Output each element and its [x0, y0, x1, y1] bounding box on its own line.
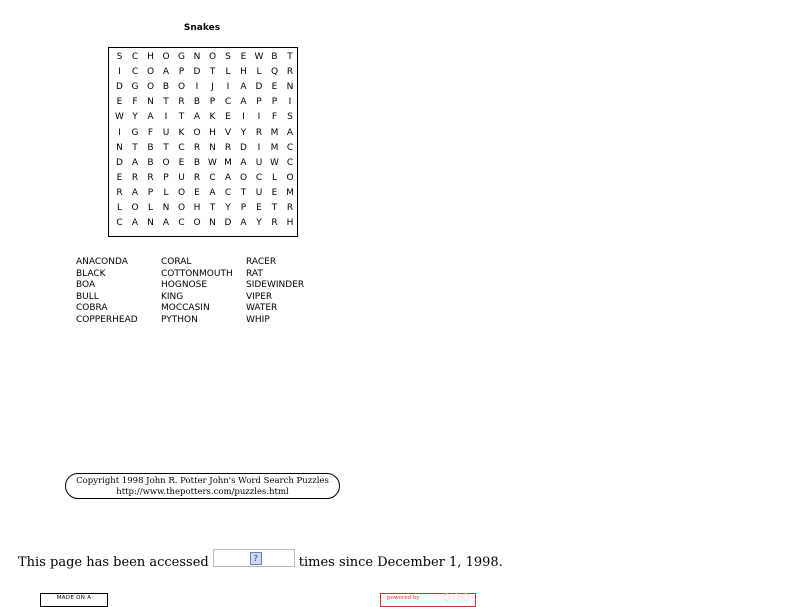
grid-letter: I — [195, 82, 199, 93]
grid-letter: A — [162, 218, 170, 229]
grid-letter: P — [209, 97, 216, 108]
grid-letter: E — [116, 97, 123, 108]
grid-letter: M — [270, 142, 279, 153]
grid-letter: B — [147, 157, 154, 168]
grid-letter: C — [209, 172, 216, 183]
word-list-column-1 — [76, 257, 138, 327]
grid-letter: O — [193, 127, 201, 138]
grid-letter: I — [164, 112, 168, 123]
grid-letter: R — [178, 97, 185, 108]
grid-letter: B — [162, 82, 170, 93]
grid-letter: L — [225, 67, 231, 78]
word-list-column-3 — [246, 257, 304, 327]
grid-letter: P — [240, 203, 247, 213]
grid-letter: G — [131, 82, 139, 93]
grid-letter: N — [147, 218, 154, 229]
grid-letter: M — [270, 127, 279, 138]
puzzles-url-link[interactable]: http://www.thepotters.com/puzzles.html — [116, 487, 289, 497]
grid-letter: R — [193, 172, 201, 183]
grid-letter: C — [178, 142, 185, 153]
grid-letter: I — [257, 142, 261, 153]
made-on-badge[interactable] — [40, 593, 108, 607]
grid-letter: O — [162, 157, 170, 168]
grid-letter: T — [178, 112, 185, 123]
grid-letter: I — [242, 112, 245, 123]
grid-letter: P — [147, 187, 154, 198]
access-counter-line — [18, 553, 503, 571]
word-list-item: WHIP — [246, 314, 270, 325]
grid-letter: U — [162, 127, 170, 138]
grid-letter: N — [193, 52, 201, 62]
grid-letter: R — [147, 172, 154, 183]
grid-letter: P — [271, 97, 278, 108]
grid-letter: N — [209, 218, 216, 229]
grid-letter: D — [255, 82, 263, 93]
grid-letter: H — [286, 218, 294, 229]
grid-letter: A — [240, 82, 247, 93]
grid-letter: C — [224, 97, 232, 108]
grid-letter: H — [240, 67, 247, 78]
grid-letter: A — [286, 127, 294, 138]
grid-letter: G — [178, 52, 185, 62]
grid-letter: U — [255, 187, 263, 198]
word-list-item: COPPERHEAD — [76, 314, 138, 325]
grid-letter: E — [256, 203, 262, 213]
grid-letter: L — [256, 67, 262, 78]
grid-row — [109, 110, 297, 125]
grid-letter: C — [116, 218, 123, 229]
grid-letter: O — [177, 203, 186, 213]
grid-letter: O — [162, 52, 170, 62]
grid-letter: L — [116, 203, 122, 213]
grid-letter: L — [163, 187, 169, 198]
grid-letter: Y — [240, 127, 247, 138]
grid-letter: E — [271, 187, 278, 198]
grid-letter: J — [211, 82, 214, 93]
grid-row — [109, 141, 297, 156]
grid-letter: Y — [225, 203, 231, 213]
grid-letter: P — [163, 172, 169, 183]
grid-letter: S — [116, 52, 123, 62]
grid-letter: O — [177, 82, 186, 93]
grid-letter: W — [270, 157, 279, 168]
grid-letter: T — [163, 142, 169, 153]
powered-by-badge[interactable] — [380, 590, 476, 607]
grid-letter: C — [131, 52, 139, 62]
grid-letter: A — [240, 218, 247, 229]
grid-letter: W — [115, 112, 124, 123]
word-list-item: RACER — [246, 257, 277, 267]
grid-letter: A — [240, 97, 247, 108]
word-list-item: BOA — [76, 280, 96, 291]
grid-letter: E — [225, 112, 231, 123]
grid-letter: K — [209, 112, 216, 123]
word-list-item: SIDEWINDER — [246, 280, 305, 291]
word-list-item: PYTHON — [161, 314, 198, 325]
badge-logo-icon: ◇◇◇ — [442, 590, 471, 603]
access-suffix-text: times since December 1, 1998. — [298, 554, 503, 570]
grid-letter: Y — [256, 218, 262, 229]
grid-letter: T — [209, 67, 216, 78]
grid-letter: R — [131, 172, 139, 183]
grid-letter: B — [193, 97, 201, 108]
grid-letter: O — [193, 218, 201, 229]
grid-letter: O — [146, 82, 155, 93]
grid-letter: R — [286, 67, 294, 78]
grid-letter: M — [286, 187, 294, 198]
grid-letter: T — [132, 142, 138, 153]
grid-letter: S — [287, 112, 293, 123]
grid-letter: H — [209, 127, 216, 138]
copyright-line: Copyright 1998 John R. Potter John's Word Search Puzzles — [76, 476, 329, 486]
grid-letter: A — [131, 218, 139, 229]
grid-letter: R — [255, 127, 263, 138]
grid-letter: O — [177, 187, 186, 198]
grid-letter: A — [240, 157, 247, 168]
grid-letter: I — [288, 97, 292, 108]
grid-letter: R — [193, 142, 201, 153]
grid-letter: F — [271, 112, 278, 123]
grid-letter: I — [118, 127, 121, 138]
grid-letter: A — [193, 112, 201, 123]
grid-letter: L — [147, 203, 153, 213]
grid-letter: O — [131, 203, 139, 213]
grid-letter: B — [193, 157, 201, 168]
powered-by-text: powered by — [387, 595, 420, 601]
grid-letter: I — [226, 82, 230, 93]
grid-letter: C — [286, 157, 294, 168]
grid-letter: F — [147, 127, 154, 138]
grid-letter: I — [118, 67, 121, 78]
word-search-grid — [108, 47, 298, 237]
grid-letter: N — [162, 203, 170, 213]
grid-letter: R — [116, 187, 123, 198]
word-list-item: RAT — [246, 268, 263, 279]
grid-letter: N — [209, 142, 216, 153]
grid-letter: W — [254, 52, 264, 62]
grid-letter: S — [225, 52, 231, 62]
grid-letter: N — [116, 142, 123, 153]
grid-row — [109, 65, 297, 80]
grid-letter: B — [271, 52, 278, 62]
grid-letter: C — [286, 142, 294, 153]
grid-letter: P — [178, 67, 185, 78]
word-list-item: VIPER — [246, 291, 273, 302]
grid-letter: P — [256, 97, 262, 108]
grid-letter: U — [178, 172, 185, 183]
grid-row — [109, 216, 297, 231]
word-list-item: WATER — [246, 303, 278, 314]
grid-letter: T — [240, 187, 247, 198]
grid-letter: D — [116, 157, 123, 168]
grid-letter: T — [271, 203, 278, 213]
grid-letter: C — [178, 218, 185, 229]
word-list-item: ANACONDA — [76, 257, 128, 267]
grid-letter: H — [147, 52, 154, 62]
grid-row — [109, 186, 297, 201]
grid-letter: F — [132, 97, 138, 108]
word-list-item: HOGNOSE — [161, 280, 208, 291]
grid-letter: T — [163, 97, 169, 108]
grid-letter: A — [147, 112, 154, 123]
word-list-column-2 — [161, 257, 233, 327]
grid-letter: O — [208, 52, 217, 62]
grid-letter: D — [224, 218, 232, 229]
made-on-text: MADE ON A — [56, 595, 92, 601]
grid-letter: E — [240, 52, 247, 62]
grid-letter: O — [286, 172, 294, 183]
grid-letter: E — [178, 157, 185, 168]
grid-letter: E — [271, 82, 278, 93]
hit-counter — [213, 549, 295, 567]
grid-letter: R — [271, 218, 278, 229]
grid-letter: E — [194, 187, 200, 198]
grid-letter: I — [257, 112, 261, 123]
grid-letter: A — [224, 172, 232, 183]
grid-letter: N — [147, 97, 154, 108]
grid-letter: D — [193, 67, 201, 78]
grid-letter: C — [131, 67, 139, 78]
grid-letter: W — [208, 157, 217, 168]
word-list-item: COBRA — [76, 303, 108, 314]
grid-letter: K — [178, 127, 185, 138]
word-list-item: COTTONMOUTH — [161, 268, 233, 279]
grid-letter: A — [162, 67, 170, 78]
grid-letter: G — [131, 127, 139, 138]
word-list-item: CORAL — [161, 257, 192, 267]
grid-letter: E — [116, 172, 123, 183]
broken-image-icon: ? — [250, 552, 262, 565]
grid-row — [109, 95, 297, 110]
grid-letter: A — [131, 187, 139, 198]
access-prefix-text: This page has been accessed — [18, 554, 209, 570]
grid-letter: R — [286, 203, 294, 213]
grid-letter: R — [224, 142, 232, 153]
grid-letter: T — [209, 203, 216, 213]
grid-row — [109, 126, 297, 141]
word-list-item: MOCCASIN — [161, 303, 210, 314]
copyright-box — [65, 473, 340, 499]
word-list-item: BULL — [76, 291, 99, 302]
grid-letter: A — [209, 187, 216, 198]
grid-row — [109, 171, 297, 186]
grid-letter: O — [146, 67, 155, 78]
grid-letter: L — [271, 172, 277, 183]
word-list-item: BLACK — [76, 268, 106, 279]
word-list-item: KING — [161, 291, 184, 302]
grid-row — [109, 50, 297, 65]
grid-letter: T — [287, 52, 293, 62]
grid-letter: Q — [270, 67, 279, 78]
puzzle-title: Snakes — [183, 23, 221, 33]
grid-letter: H — [193, 203, 201, 213]
grid-letter: D — [240, 142, 247, 153]
grid-row — [109, 156, 297, 171]
grid-letter: C — [255, 172, 263, 183]
grid-row — [109, 201, 297, 216]
grid-row — [109, 80, 297, 95]
grid-letter: V — [224, 127, 232, 138]
grid-letter: Y — [132, 112, 138, 123]
grid-letter: B — [147, 142, 154, 153]
grid-letter: O — [239, 172, 248, 183]
grid-letter: D — [116, 82, 123, 93]
grid-letter: N — [286, 82, 294, 93]
grid-letter: A — [131, 157, 139, 168]
grid-letter: C — [224, 187, 232, 198]
grid-letter: U — [255, 157, 263, 168]
grid-letter: M — [224, 157, 232, 168]
